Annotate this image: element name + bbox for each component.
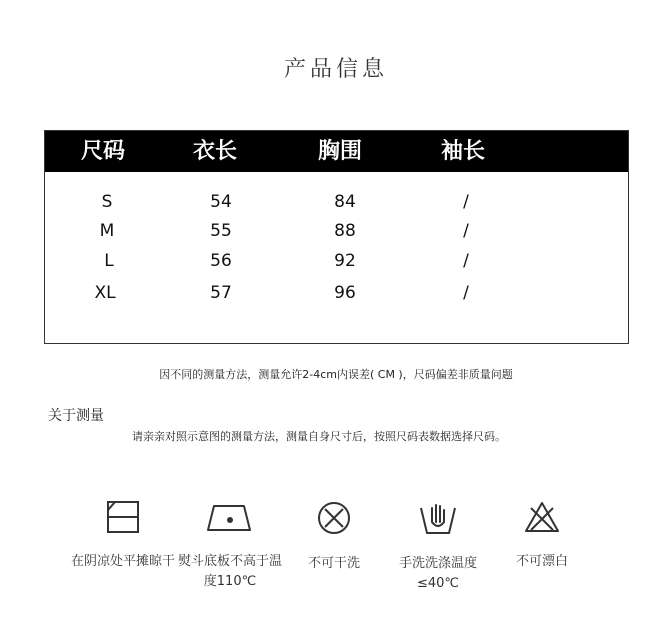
about-measurement-text: 请亲亲对照示意图的测量方法，测量自身尺寸后，按照尺码表数据选择尺码。 [132, 430, 506, 443]
care-label: 手洗洗涤温度≤40℃ [398, 556, 477, 591]
cell-size: M [99, 221, 115, 241]
cell-length: 55 [210, 221, 232, 241]
iron-low-icon [204, 500, 256, 534]
header-sleeve: 袖长 [441, 139, 486, 164]
cell-chest: 96 [334, 283, 356, 303]
cell-length: 54 [210, 192, 232, 212]
no-bleach-icon [523, 500, 561, 534]
cell-length: 56 [210, 251, 232, 271]
cell-size: S [101, 192, 113, 212]
cell-length: 57 [210, 283, 232, 303]
cell-chest: 92 [334, 251, 356, 271]
page-title: 产品信息 [283, 57, 388, 82]
about-measurement-title: 关于测量 [48, 408, 104, 424]
care-label: 不可干洗 [307, 556, 360, 571]
table-header [45, 131, 628, 172]
cell-size: XL [94, 283, 116, 303]
care-item-no-bleach [487, 500, 597, 572]
header-chest: 胸围 [318, 139, 363, 164]
care-label: 在阴凉处平摊晾干 [70, 554, 175, 569]
cell-sleeve: / [463, 221, 469, 241]
hand-wash-icon [418, 500, 458, 536]
cell-chest: 84 [334, 192, 356, 212]
care-item-no-dry-clean [279, 500, 389, 574]
care-item-dry-flat [68, 500, 178, 572]
cell-sleeve: / [463, 283, 469, 303]
care-item-iron [175, 500, 285, 592]
dry-flat-shade-icon [106, 500, 140, 534]
header-length: 衣长 [193, 139, 238, 164]
measurement-note: 因不同的测量方法，测量允许2-4cm内误差( CM )，尺码偏差非质量问题 [159, 368, 513, 381]
table-row [45, 279, 628, 307]
care-label: 不可漂白 [515, 554, 568, 569]
cell-sleeve: / [463, 251, 469, 271]
no-dry-clean-icon [316, 500, 352, 536]
table-row [45, 188, 628, 216]
header-size: 尺码 [81, 139, 126, 164]
table-row [45, 247, 628, 275]
cell-sleeve: / [463, 192, 469, 212]
size-table [44, 130, 629, 344]
care-item-hand-wash [383, 500, 493, 594]
table-row [45, 217, 628, 245]
cell-chest: 88 [334, 221, 356, 241]
cell-size: L [104, 251, 114, 271]
care-label: 熨斗底板不高于温度110℃ [177, 554, 282, 589]
